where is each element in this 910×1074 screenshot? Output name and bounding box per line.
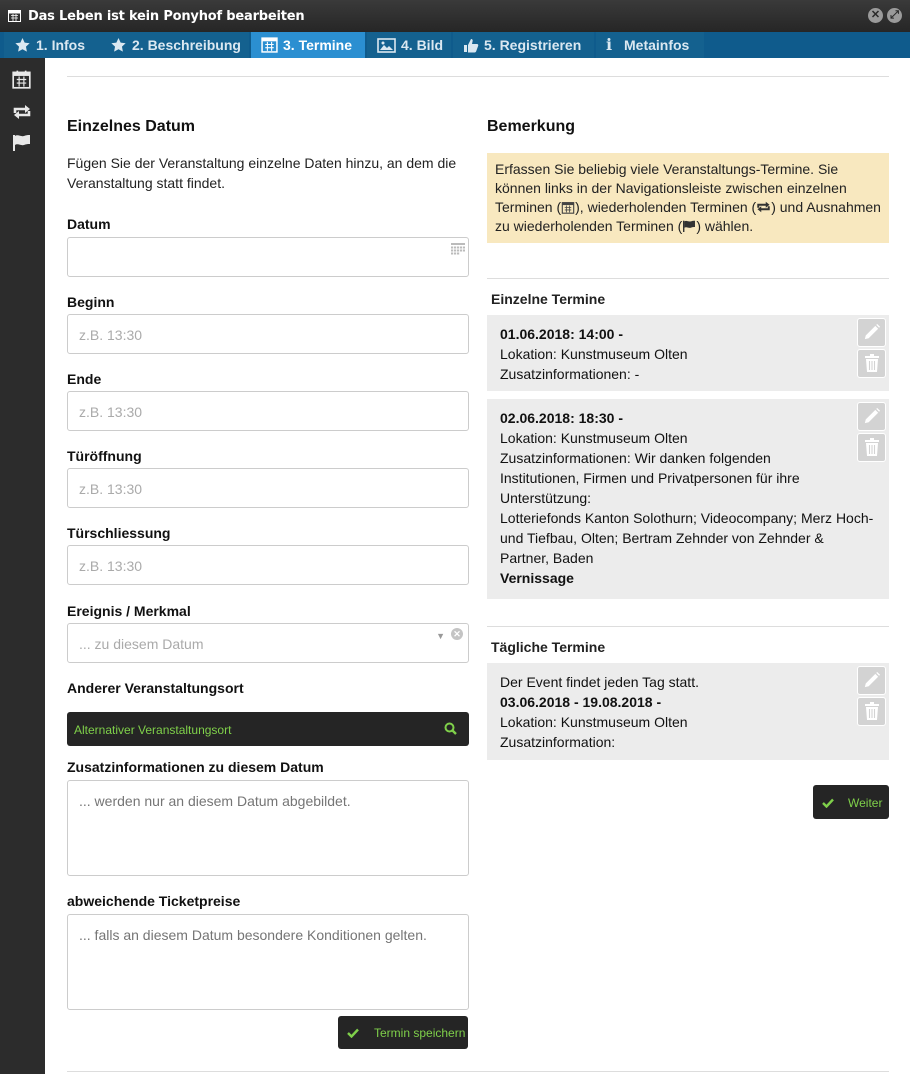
check-icon xyxy=(347,1027,359,1041)
main-content xyxy=(45,58,910,1074)
tab-bild[interactable] xyxy=(367,32,451,58)
start-label: Beginn xyxy=(67,294,115,310)
trash-icon[interactable] xyxy=(857,349,886,378)
daily-card-range: 03.06.2018 - 19.08.2018 - xyxy=(500,694,662,710)
end-label: Ende xyxy=(67,371,102,387)
door-open-label: Türöffnung xyxy=(67,448,142,464)
notes-text: ) und Ausnahmen zu wiederholenden Terminen ( xyxy=(495,199,881,234)
date-label: Datum xyxy=(67,216,111,232)
tab-label: 1. Infos xyxy=(36,37,86,53)
save-date-label: Termin speichern xyxy=(374,1026,466,1040)
alternative-venue-button[interactable] xyxy=(67,712,469,746)
divider xyxy=(67,76,889,77)
next-label: Weiter xyxy=(848,796,883,810)
end-time-input[interactable]: z.B. 13:30 xyxy=(67,391,469,431)
image-icon xyxy=(377,37,401,53)
flag-icon xyxy=(682,218,696,234)
notes-text: ), wiederholenden Terminen ( xyxy=(575,199,757,215)
door-close-input[interactable]: z.B. 13:30 xyxy=(67,545,469,585)
next-button[interactable] xyxy=(813,785,889,819)
edit-icon[interactable] xyxy=(857,402,886,431)
calendar-icon xyxy=(261,37,283,53)
window-title-bar xyxy=(0,0,910,32)
trash-icon[interactable] xyxy=(857,433,886,462)
date-card-location: Lokation: Kunstmuseum Olten xyxy=(500,430,688,446)
fullscreen-circle-icon[interactable]: ⤢ xyxy=(887,8,902,23)
date-card-date: 02.06.2018: 18:30 - xyxy=(500,410,623,426)
date-card-info: Zusatzinformationen: - xyxy=(500,366,640,382)
search-icon xyxy=(444,722,457,738)
door-open-input[interactable]: z.B. 13:30 xyxy=(67,468,469,508)
tab-label: Metainfos xyxy=(624,37,690,53)
flag-icon[interactable] xyxy=(12,134,31,156)
ticket-price-label: abweichende Ticketpreise xyxy=(67,893,241,909)
form-intro: Fügen Sie der Veranstaltung einzelne Daten hinzu, an dem die Veranstaltung statt findet. xyxy=(67,155,457,191)
close-circle-icon[interactable]: ✕ xyxy=(868,8,883,23)
repeat-icon[interactable] xyxy=(12,104,32,125)
clear-icon[interactable]: ✕ xyxy=(451,628,463,640)
date-card-info: Zusatzinformationen: Wir danken folgenden Institutionen, Firmen und Privatpersonen für ihre Unterstützung: xyxy=(500,450,800,506)
single-dates-title: Einzelne Termine xyxy=(491,291,606,307)
tab-label: 4. Bild xyxy=(401,37,444,53)
date-input[interactable] xyxy=(67,237,469,277)
calendar-icon[interactable] xyxy=(12,70,31,94)
start-time-input[interactable]: z.B. 13:30 xyxy=(67,314,469,354)
alternative-venue-label: Alternativer Veranstaltungsort xyxy=(74,723,232,737)
tab-label: 2. Beschreibung xyxy=(132,37,241,53)
ticket-price-textarea[interactable] xyxy=(67,914,469,1010)
tab-registrieren[interactable] xyxy=(453,32,594,58)
notes-box xyxy=(487,153,889,243)
tab-bar xyxy=(0,32,910,58)
tab-label: 5. Registrieren xyxy=(484,37,582,53)
venue-label: Anderer Veranstaltungsort xyxy=(67,680,244,696)
calendar-icon xyxy=(561,199,575,215)
repeat-icon xyxy=(756,199,771,215)
extra-info-textarea[interactable] xyxy=(67,780,469,876)
check-icon xyxy=(822,797,834,811)
date-type-sidebar xyxy=(0,58,45,1074)
date-card-feature: Vernissage xyxy=(500,570,574,586)
tab-metainfos[interactable] xyxy=(596,32,704,58)
event-select-value: ... zu diesem Datum xyxy=(79,636,204,652)
star-icon xyxy=(110,37,132,53)
daily-dates-title: Tägliche Termine xyxy=(491,639,606,655)
form-title: Einzelnes Datum xyxy=(67,118,196,135)
notes-title: Bemerkung xyxy=(487,118,576,135)
info-icon: i xyxy=(606,35,613,54)
extra-info-label: Zusatzinformationen zu diesem Datum xyxy=(67,759,324,775)
daily-card-info: Zusatzinformation: xyxy=(500,734,616,750)
notes-text: ) wählen. xyxy=(696,218,754,234)
trash-icon[interactable] xyxy=(857,697,886,726)
daily-card-location: Lokation: Kunstmuseum Olten xyxy=(500,714,688,730)
save-date-button[interactable] xyxy=(338,1016,468,1049)
window-title: Das Leben ist kein Ponyhof bearbeiten xyxy=(28,9,305,24)
event-select[interactable] xyxy=(67,623,469,663)
tab-beschreibung[interactable] xyxy=(100,32,249,58)
tab-infos[interactable] xyxy=(4,32,100,58)
thumbs-up-icon xyxy=(463,37,484,53)
chevron-down-icon[interactable]: ▼ xyxy=(436,631,445,641)
divider xyxy=(487,626,889,627)
daily-card-text: Der Event findet jeden Tag statt. xyxy=(500,674,699,690)
divider xyxy=(67,1071,889,1072)
edit-icon[interactable] xyxy=(857,666,886,695)
date-card-location: Lokation: Kunstmuseum Olten xyxy=(500,346,688,362)
date-card xyxy=(487,399,889,599)
daily-date-card xyxy=(487,663,889,760)
star-icon xyxy=(14,37,36,53)
date-card-date: 01.06.2018: 14:00 - xyxy=(500,326,623,342)
tab-termine[interactable] xyxy=(251,32,365,58)
divider xyxy=(487,278,889,279)
notes-text: Erfassen Sie beliebig viele Veranstaltungs-Termine. Sie können links in der Navigationsleiste zwischen einzelnen Terminen ( xyxy=(495,161,847,215)
date-card xyxy=(487,315,889,391)
tab-label: 3. Termine xyxy=(283,37,352,53)
event-label: Ereignis / Merkmal xyxy=(67,603,191,619)
edit-icon[interactable] xyxy=(857,318,886,347)
date-card-info-sponsors: Lotteriefonds Kanton Solothurn; Videocompany; Merz Hoch- und Tiefbau, Olten; Bertram Zehnder von Zehnder & Partner, Baden xyxy=(500,510,874,566)
door-close-label: Türschliessung xyxy=(67,525,171,541)
calendar-grid-icon[interactable] xyxy=(451,242,465,258)
calendar-icon xyxy=(8,9,21,27)
